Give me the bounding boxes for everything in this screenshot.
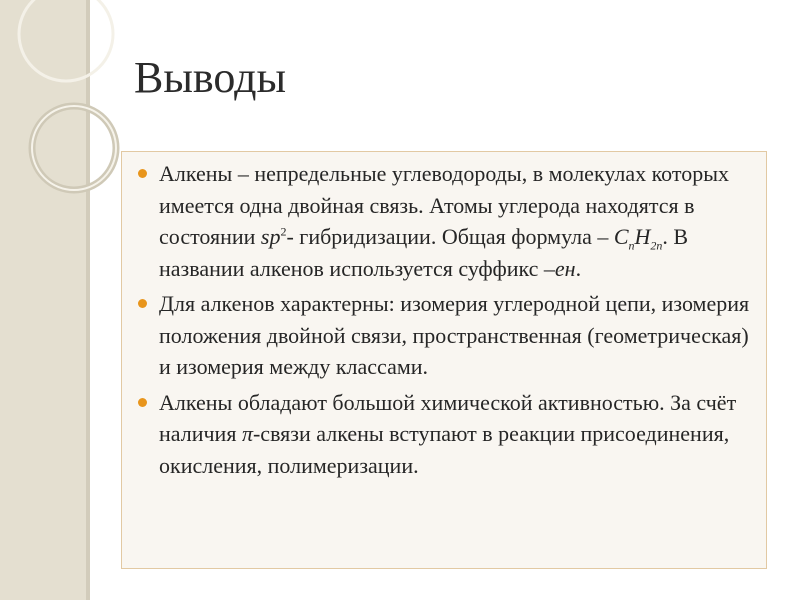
bullet-text: Для алкенов характерны: изомерия углеродной цепи, изомерия положения двойной связи, пространственная (геометрическая) и изомерия между классами.: [159, 291, 750, 379]
formula-hydrogen: H: [634, 224, 651, 249]
bullet-text: . В названии алкенов используется суффикс: [159, 224, 689, 281]
decorative-side-band: [0, 0, 88, 600]
sp-hybridization-label: sp: [260, 224, 281, 249]
side-band-edge: [86, 0, 90, 600]
content-box: [121, 151, 767, 569]
bullet-item-alkenes-definition: [138, 158, 752, 284]
pi-bond-symbol: π: [241, 421, 253, 446]
slide-title: Выводы: [134, 53, 287, 102]
bullet-text: Алкены обладают большой химической активностью. За счёт наличия: [159, 389, 737, 446]
bullet-text: .: [575, 255, 582, 281]
bullet-dot-icon: [138, 299, 147, 308]
bullet-list: [138, 158, 752, 481]
bullet-dot-icon: [138, 169, 147, 178]
suffix-label: –ен: [543, 255, 576, 281]
bullet-text: -связи алкены вступают в реакции присоединения, окисления, полимеризации.: [159, 421, 730, 478]
bullet-text: - гибридизации. Общая формула –: [286, 224, 614, 249]
bullet-item-isomerism: [138, 288, 752, 383]
bullet-text: Алкены – непредельные углеводороды, в молекулах которых имеется одна двойная связь. Атомы углерода находятся в состоянии: [159, 161, 729, 249]
formula-hydrogen-subscript: 2n: [650, 238, 663, 253]
sp-superscript: 2: [280, 224, 287, 239]
formula-carbon: C: [613, 224, 629, 249]
bullet-item-reactivity: [138, 387, 752, 482]
formula-carbon-subscript: n: [628, 238, 635, 253]
bullet-dot-icon: [138, 398, 147, 407]
